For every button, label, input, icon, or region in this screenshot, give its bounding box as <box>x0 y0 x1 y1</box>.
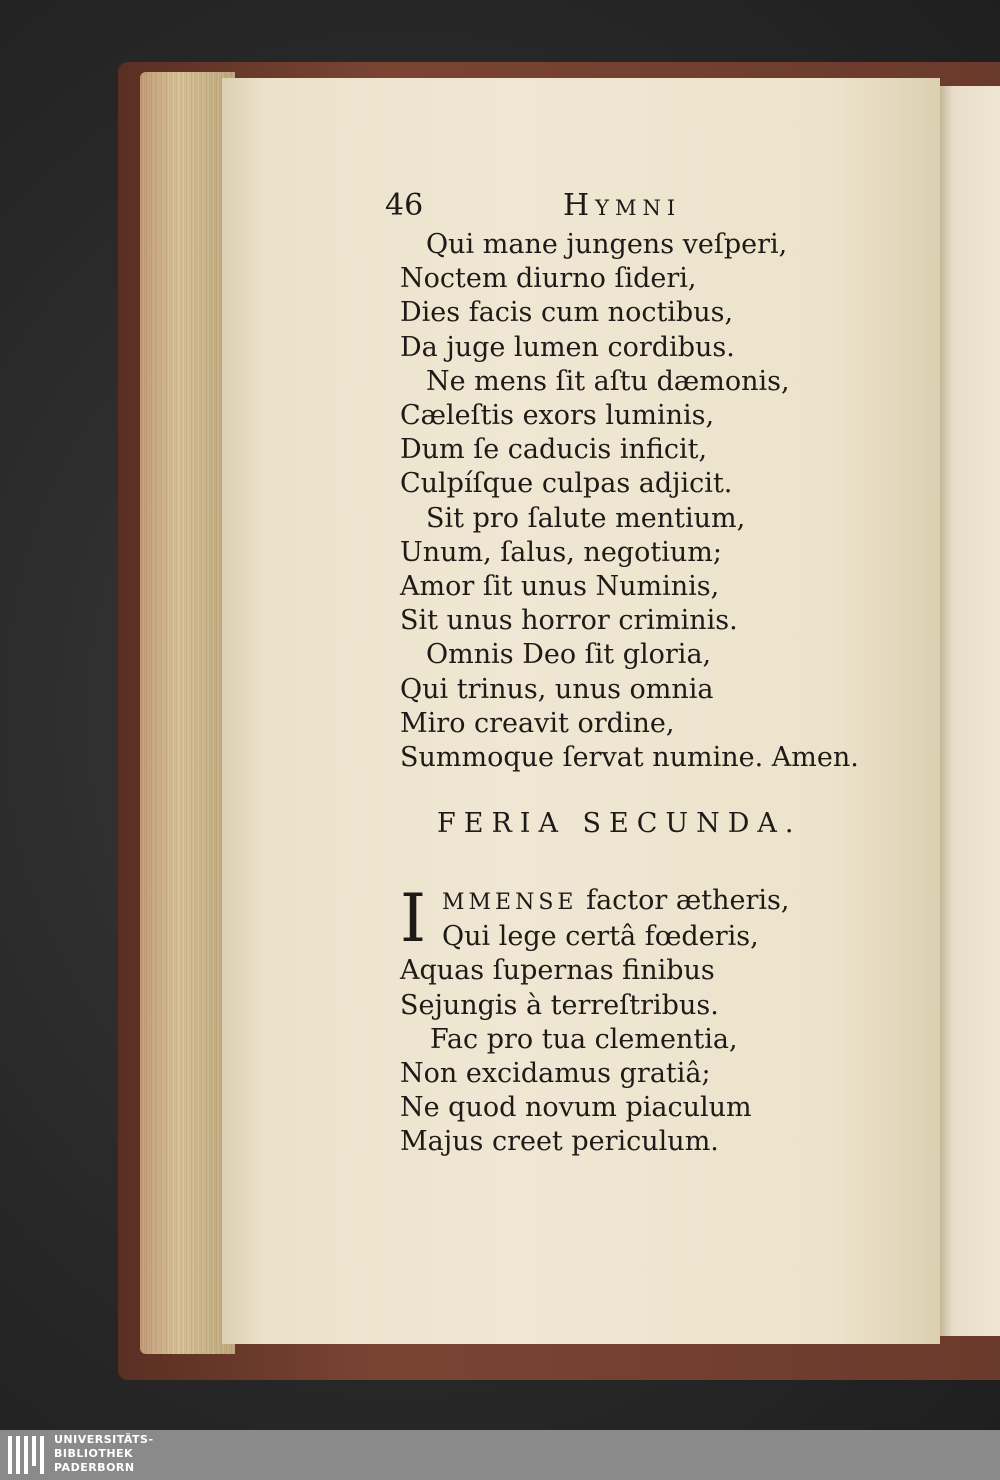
verse-line: Fac pro tua clementia, <box>430 1023 738 1055</box>
first-line-rest: factor ætheris, <box>577 885 790 916</box>
library-logo-icon <box>8 1436 50 1474</box>
verse-line: Dum ſe caducis inficit, <box>400 434 708 466</box>
verse-line: Aquas ſupernas finibus <box>400 955 715 987</box>
verse-line: Summoque ſervat numine. Amen. <box>400 742 859 774</box>
verse-line: Majus creet periculum. <box>400 1126 719 1158</box>
verse-line: Sejungis à terreſtribus. <box>400 989 719 1021</box>
verse-line: Dies facis cum noctibus, <box>400 297 734 329</box>
verse-line: Unum, ſalus, negotium; <box>400 536 722 568</box>
library-logo-text <box>54 1433 154 1475</box>
hymn-two-lines <box>400 920 880 1159</box>
verse-line: Omnis Deo ſit gloria, <box>426 639 712 671</box>
verse-line <box>400 884 880 920</box>
verse-line: Culpíſque culpas adjicit. <box>400 468 733 500</box>
section-title: FERIA SECUNDA. <box>437 808 802 839</box>
verse-line: Sit pro ſalute mentium, <box>426 502 746 534</box>
hymn-two <box>400 880 880 1160</box>
verse-line: Ne mens ſit aſtu dæmonis, <box>426 365 790 397</box>
verse-line: Qui lege certâ fœderis, <box>442 921 759 953</box>
verse-line: Sit unus horror criminis. <box>400 605 738 637</box>
running-head: Hymni <box>563 188 682 223</box>
first-word: MMENSE <box>442 890 578 915</box>
verse-line: Amor ſit unus Numinis, <box>400 571 720 603</box>
page-header <box>385 188 865 228</box>
verse-line: Qui trinus, unus omnia <box>400 673 714 705</box>
logo-text-line: BIBLIOTHEK <box>54 1447 134 1460</box>
verse-line: Noctem diurno ſideri, <box>400 263 697 295</box>
hymn-one <box>400 228 880 775</box>
library-footer <box>0 1430 1000 1480</box>
verse-line: Da juge lumen cordibus. <box>400 331 735 363</box>
verse-line: Ne quod novum piaculum <box>400 1092 752 1124</box>
verse-line: Qui mane jungens veſperi, <box>426 229 788 260</box>
verse-line: Miro creavit ordine, <box>400 707 675 739</box>
drop-cap: I <box>400 880 427 957</box>
verse-line: Cæleſtis exors luminis, <box>400 400 715 432</box>
facing-page <box>938 86 1000 1336</box>
page-number: 46 <box>385 188 424 223</box>
page-edges <box>140 72 235 1354</box>
verse-line: Non excidamus gratiâ; <box>400 1058 711 1090</box>
logo-text-line: PADERBORN <box>54 1461 135 1474</box>
logo-text-line: UNIVERSITÄTS- <box>54 1433 154 1446</box>
